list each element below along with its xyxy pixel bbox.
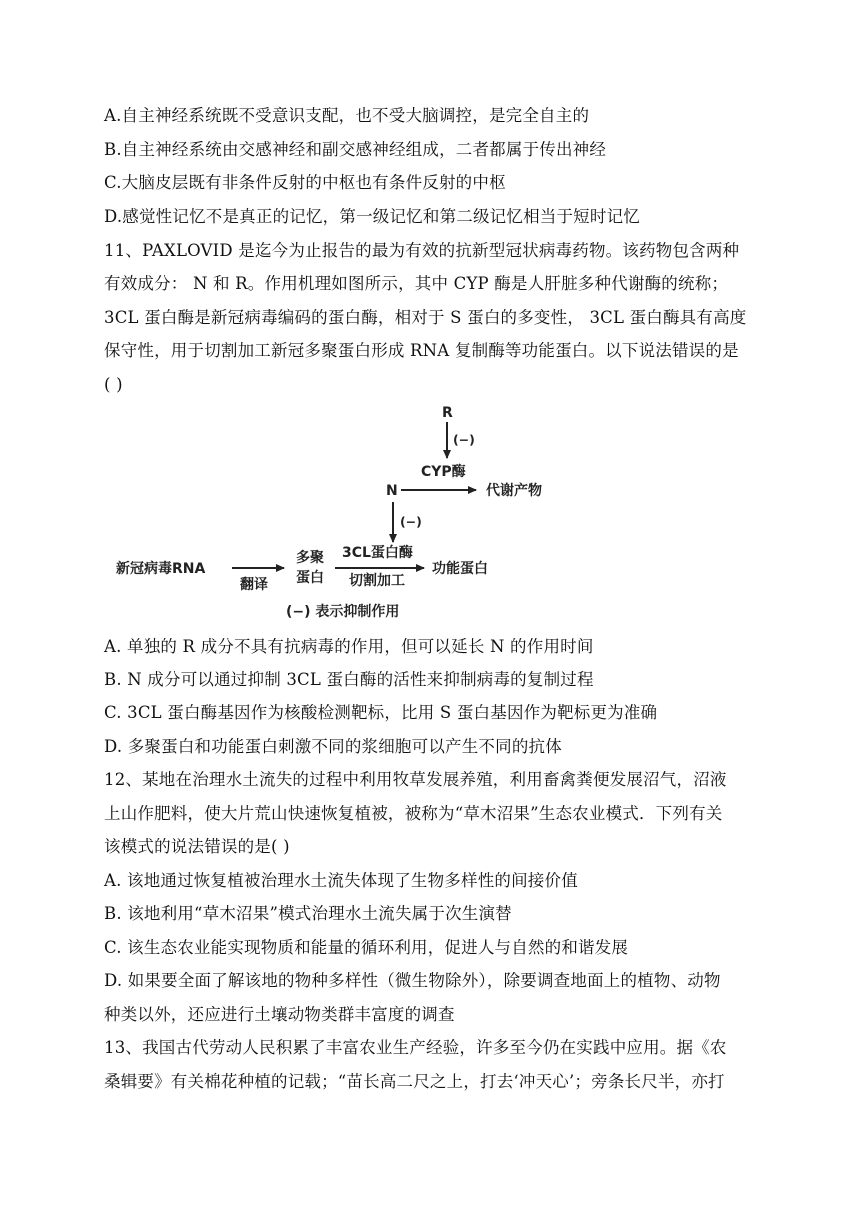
q12-stem-line: 该模式的说法错误的是( ) bbox=[104, 837, 290, 856]
mechanism-diagram bbox=[104, 400, 664, 626]
polyprotein-label: 多聚 bbox=[296, 550, 324, 566]
q11-option-b: B. N 成分可以通过抑制 3CL 蛋白酶的活性来抑制病毒的复制过程 bbox=[104, 670, 594, 689]
q10-option-a: A.自主神经系统既不受意识支配，也不受大脑调控，是完全自主的 bbox=[104, 106, 590, 125]
q12-option-a: A. 该地通过恢复植被治理水土流失体现了生物多样性的间接价值 bbox=[104, 871, 578, 890]
q11-answer-bracket: ( ) bbox=[104, 375, 123, 394]
q11-option-c: C. 3CL 蛋白酶基因作为核酸检测靶标，比用 S 蛋白基因作为靶标更为准确 bbox=[104, 703, 658, 722]
q12-stem-line: 12、某地在治理水土流失的过程中利用牧草发展养殖，利用畜禽粪便发展沼气，沼液 bbox=[104, 770, 727, 789]
n-label: N bbox=[386, 483, 398, 499]
q12-option-b: B. 该地利用“草木沼果”模式治理水土流失属于次生演替 bbox=[104, 904, 512, 923]
q10-option-b: B.自主神经系统由交感神经和副交感神经组成，二者都属于传出神经 bbox=[104, 140, 607, 159]
cleavage-label: 切割加工 bbox=[349, 573, 405, 589]
q12-stem-line: 上山作肥料，使大片荒山快速恢复植被，被称为“草木沼果”生态农业模式．下列有关 bbox=[104, 804, 723, 823]
functional-protein-label: 功能蛋白 bbox=[432, 561, 488, 577]
polyprotein-label: 蛋白 bbox=[296, 570, 324, 586]
q12-option-d-continued: 种类以外，还应进行土壤动物类群丰富度的调查 bbox=[104, 1005, 455, 1024]
r-label: R bbox=[442, 405, 453, 421]
cyp-enzyme-label: CYP酶 bbox=[421, 464, 466, 480]
n-inhibit-label: (−) bbox=[400, 514, 422, 529]
q13-stem-line: 13、我国古代劳动人民积累了丰富农业生产经验，许多至今仍在实践中应用。据《农 bbox=[104, 1038, 727, 1057]
q11-stem-line: 11、PAXLOVID 是迄今为止报告的最为有效的抗新型冠状病毒药物。该药物包含两种 bbox=[104, 241, 740, 260]
q12-option-d: D. 如果要全面了解该地的物种多样性（微生物除外），除要调查地面上的植物、动物 bbox=[104, 971, 721, 990]
r-inhibit-label: (−) bbox=[453, 432, 475, 447]
q13-stem-line: 桑辑要》有关棉花种植的记载；“苗长高二尺之上，打去‘冲天心’；旁条长尺半，亦打 bbox=[104, 1072, 725, 1091]
q10-option-c: C.大脑皮层既有非条件反射的中枢也有条件反射的中枢 bbox=[104, 173, 506, 192]
q11-option-a: A. 单独的 R 成分不具有抗病毒的作用，但可以延长 N 的作用时间 bbox=[104, 637, 594, 656]
q12-option-c: C. 该生态农业能实现物质和能量的循环利用，促进人与自然的和谐发展 bbox=[104, 938, 629, 957]
q11-stem-line: 3CL 蛋白酶是新冠病毒编码的蛋白酶，相对于 S 蛋白的多变性， 3CL 蛋白酶具有高度 bbox=[104, 308, 747, 327]
q11-stem-line: 保守性，用于切割加工新冠多聚蛋白形成 RNA 复制酶等功能蛋白。以下说法错误的是 bbox=[104, 341, 739, 360]
translation-label: 翻译 bbox=[240, 577, 268, 593]
diagram-legend: (−) 表示抑制作用 bbox=[286, 604, 400, 620]
viral-rna-label: 新冠病毒RNA bbox=[116, 561, 206, 577]
protease-3cl-label: 3CL蛋白酶 bbox=[342, 545, 413, 561]
metabolite-label: 代谢产物 bbox=[486, 483, 542, 499]
q11-stem-line: 有效成分： N 和 R。作用机理如图所示，其中 CYP 酶是人肝脏多种代谢酶的统称； bbox=[104, 274, 729, 293]
q11-option-d: D. 多聚蛋白和功能蛋白刺激不同的浆细胞可以产生不同的抗体 bbox=[104, 737, 562, 756]
q10-option-d: D.感觉性记忆不是真正的记忆，第一级记忆和第二级记忆相当于短时记忆 bbox=[104, 207, 640, 226]
